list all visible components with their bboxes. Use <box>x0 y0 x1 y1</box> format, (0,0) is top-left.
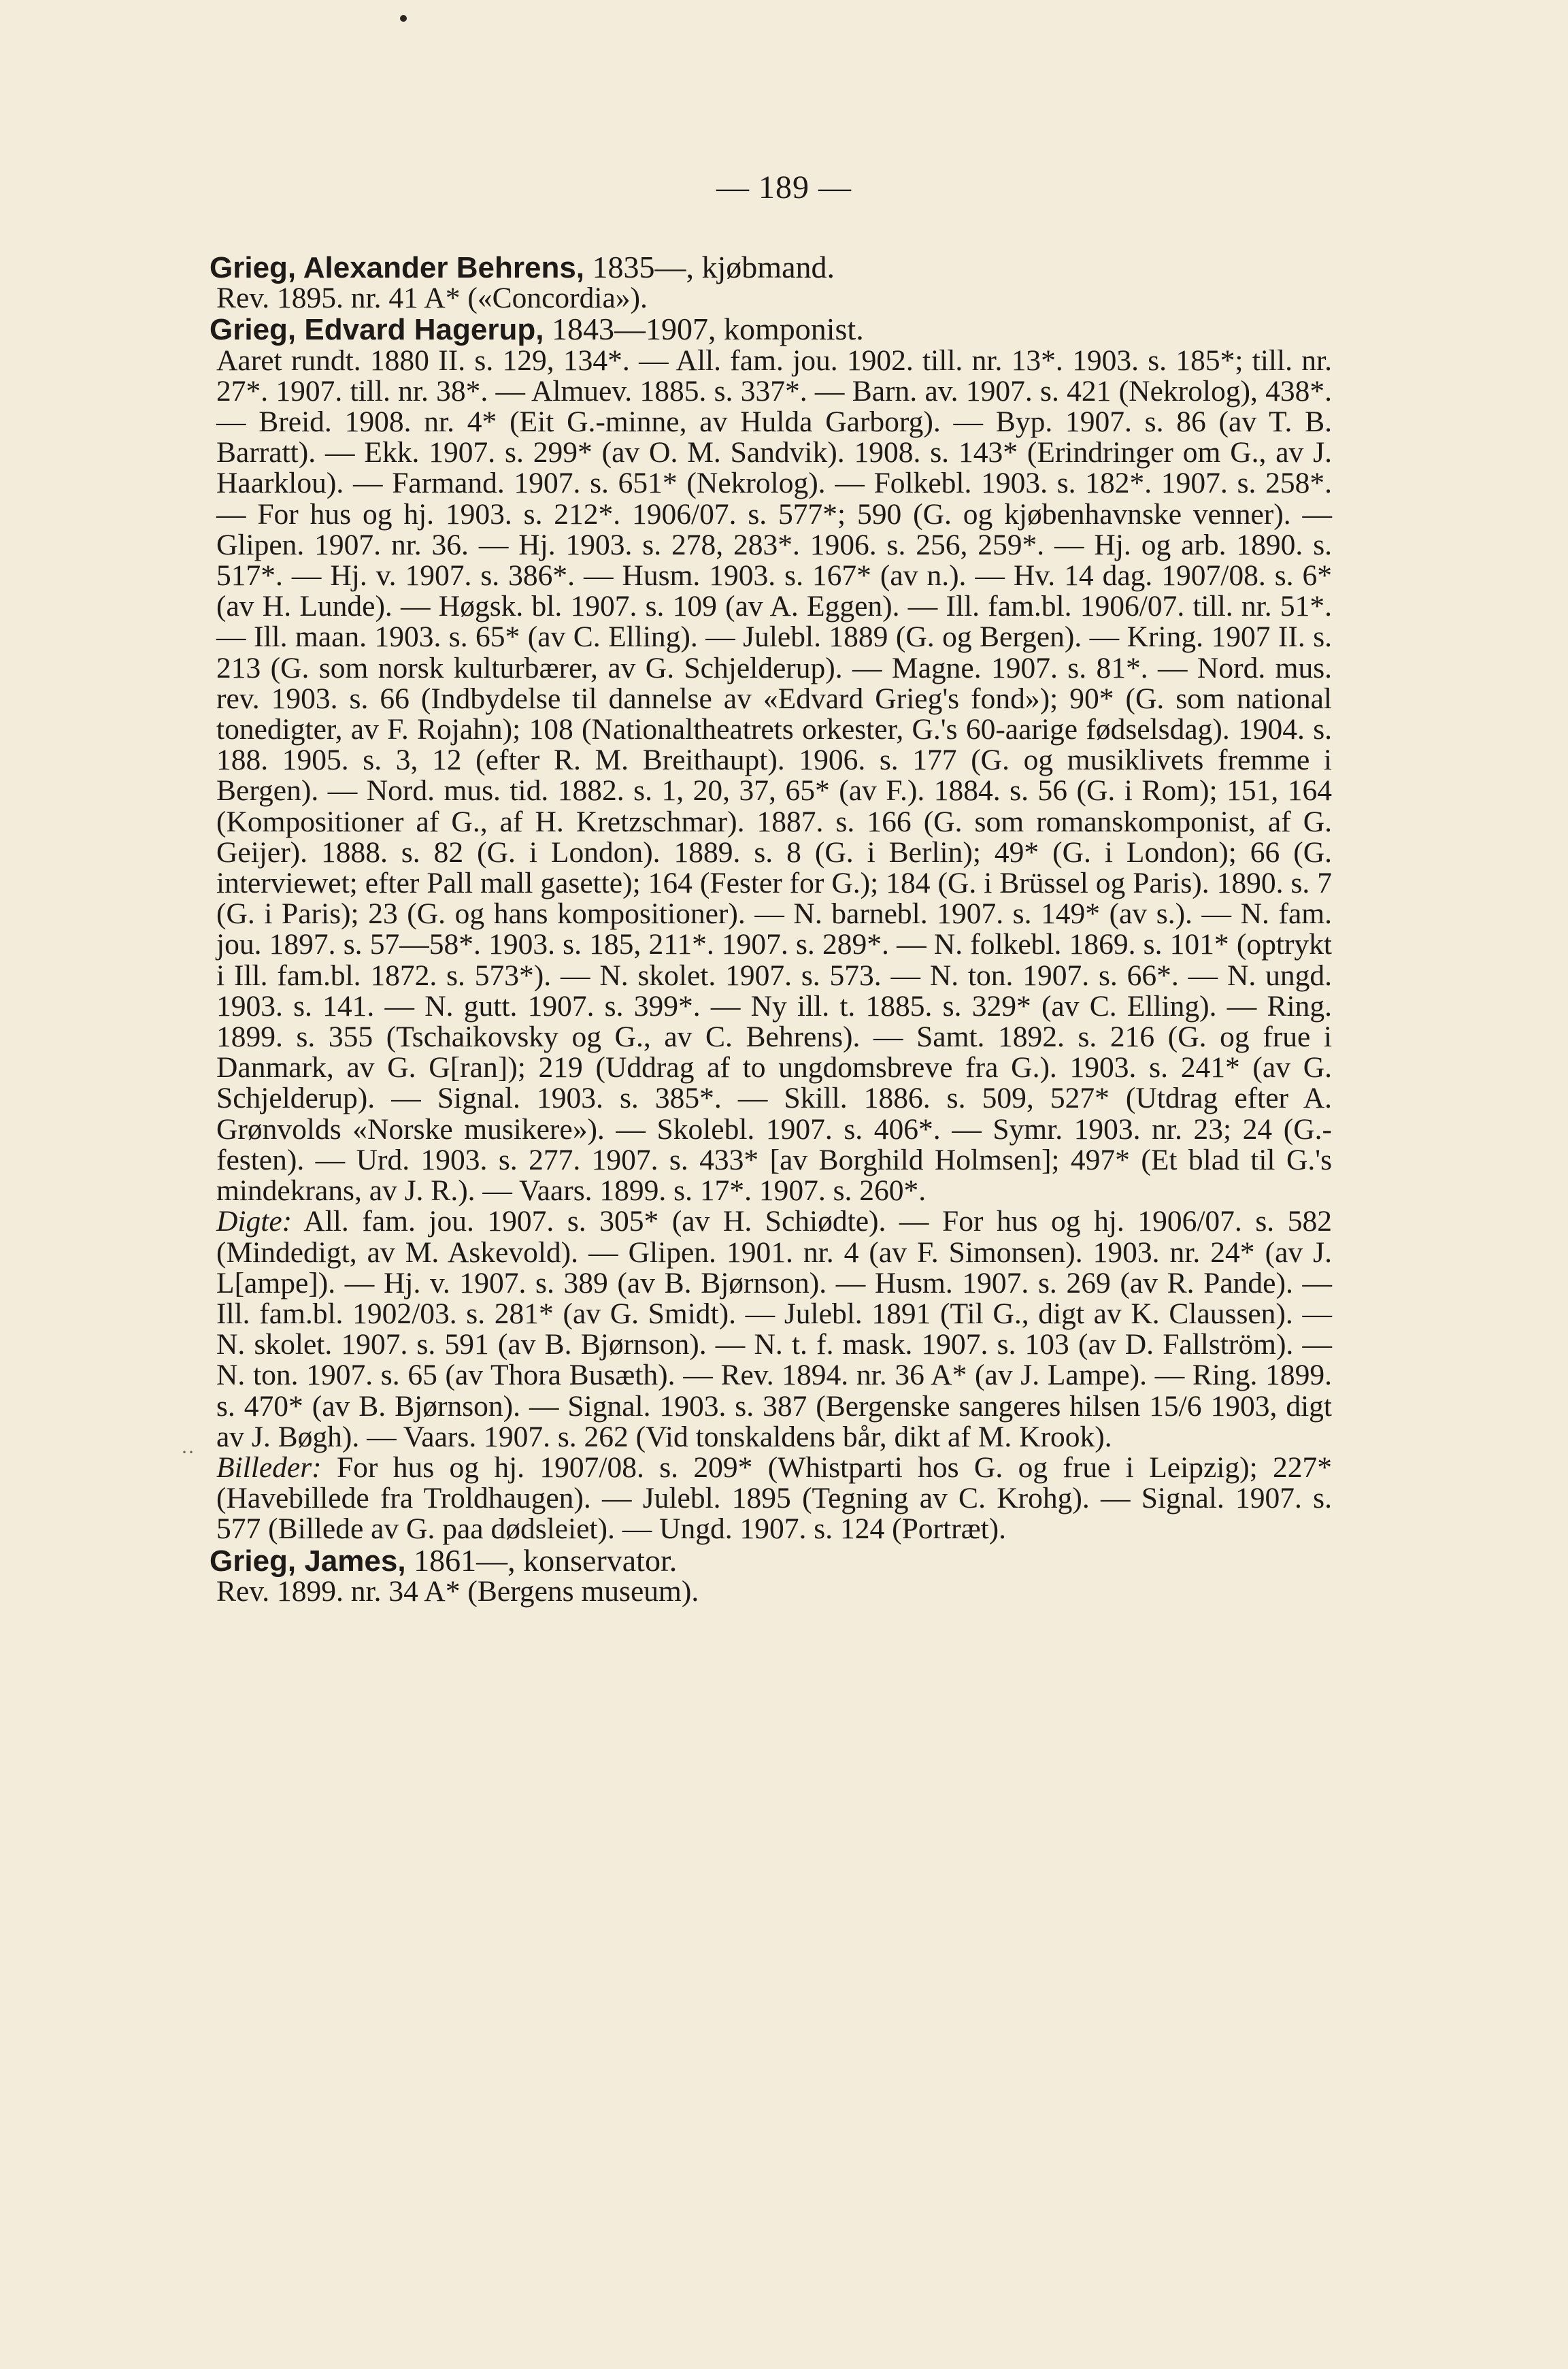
section-label: Digte: <box>216 1205 293 1238</box>
entry-heading <box>210 1542 1332 1578</box>
pictures-section <box>216 1453 1332 1545</box>
entry-references: Rev. 1895. nr. 41 A* («Concordia»). <box>216 282 648 315</box>
entry-name: Grieg, James, <box>210 1544 406 1578</box>
section-text: All. fam. jou. 1907. s. 305* (av H. Schiødte). — For hus og hj. 1906/07. s. 582 (Mindedigt, av M. Askevold). — Glipen. 1901. nr. 4 (av F. Simonsen). 1903. nr. 24* (av J. L[ampe]). — Hj. v. 1907. s. 389 (av B. Bjørnson). — Husm. 1907. s. 269 (av R. Pande). — Ill. fam.bl. 1902/03. s. 281* (av G. Smidt). — Julebl. 1891 (Til G., digt av K. Claussen). — N. skolet. 1907. s. 591 (av B. Bjørnson). — N. t. f. mask. 1907. s. 103 (av D. Fallström). — N. ton. 1907. s. 65 (av Thora Busæth). — Rev. 1894. nr. 36 A* (av J. Lampe). — Ring. 1899. s. 470* (av B. Bjørnson). — Signal. 1903. s. 387 (Bergenske sangeres hilsen 15/6 1903, digt av J. Bøgh). — Vaars. 1907. s. 262 (Vid tonskaldens bår, dikt af M. Krook). <box>216 1205 1332 1453</box>
print-speck <box>400 15 407 22</box>
section-text: For hus og hj. 1907/08. s. 209* (Whistparti hos G. og frue i Leipzig); 227* (Havebillede fra Troldhaugen). — Julebl. 1895 (Tegning av C. Krohg). — Signal. 1907. s. 577 (Billede av G. paa dødsleiet). — Ungd. 1907. s. 124 (Portræt). <box>216 1451 1332 1546</box>
poems-section <box>216 1206 1332 1453</box>
entry-alexander-grieg <box>210 250 1332 315</box>
entry-james-grieg <box>210 1542 1332 1608</box>
entry-references: Aaret rundt. 1880 II. s. 129, 134*. — All. fam. jou. 1902. till. nr. 13*. 1903. s. 185*; till. nr. 27*. 1907. till. nr. 38*. — Almuev. 1885. s. 337*. — Barn. av. 1907. s. 421 (Nekrolog), 438*. — Breid. 1908. nr. 4* (Eit G.-minne, av Hulda Garborg). — Byp. 1907. s. 86 (av T. B. Barratt). — Ekk. 1907. s. 299* (av O. M. Sandvik). 1908. s. 143* (Erindringer om G., av J. Haarklou). — Farmand. 1907. s. 651* (Nekrolog). — Folkebl. 1903. s. 182*. 1907. s. 258*. — For hus og hj. 1903. s. 212*. 1906/07. s. 577*; 590 (G. og kjøbenhavnske venner). — Glipen. 1907. nr. 36. — Hj. 1903. s. 278, 283*. 1906. s. 256, 259*. — Hj. og arb. 1890. s. 517*. — Hj. v. 1907. s. 386*. — Husm. 1903. s. 167* (av n.). — Hv. 14 dag. 1907/08. s. 6* (av H. Lunde). — Høgsk. bl. 1907. s. 109 (av A. Eggen). — Ill. fam.bl. 1906/07. till. nr. 51*. — Ill. maan. 1903. s. 65* (av C. Elling). — Julebl. 1889 (G. og Bergen). — Kring. 1907 II. s. 213 (G. som norsk kulturbærer, av G. Schjelderup). — Magne. 1907. s. 81*. — Nord. mus. rev. 1903. s. 66 (Indbydelse til dannelse av «Edvard Grieg's fond»); 90* (G. som national tonedigter, av F. Rojahn); 108 (Nationaltheatrets orkester, G.'s 60-aarige fødselsdag). 1904. s. 188. 1905. s. 3, 12 (efter R. M. Breithaupt). 1906. s. 177 (G. og musiklivets fremme i Bergen). — Nord. mus. tid. 1882. s. 1, 20, 37, 65* (av F.). 1884. s. 56 (G. i Rom); 151, 164 (Kompositioner af G., af H. Kretzschmar). 1887. s. 166 (G. som romanskomponist, af G. Geijer). 1888. s. 82 (G. i London). 1889. s. 8 (G. i Berlin); 49* (G. i London); 66 (G. interviewet; efter Pall mall gasette); 164 (Fester for G.); 184 (G. i Brüssel og Paris). 1890. s. 7 (G. i Paris); 23 (G. og hans kompositioner). — N. barnebl. 1907. s. 149* (av s.). — N. fam. jou. 1897. s. 57—58*. 1903. s. 185, 211*. 1907. s. 289*. — N. folkebl. 1869. s. 101* (optrykt i Ill. fam.bl. 1872. s. 573*). — N. skolet. 1907. s. 573. — N. ton. 1907. s. 66*. — N. ungd. 1903. s. 141. — N. gutt. 1907. s. 399*. — Ny ill. t. 1885. s. 329* (av C. Elling). — Ring. 1899. s. 355 (Tschaikovsky og G., av C. Behrens). — Samt. 1892. s. 216 (G. og frue i Danmark, av G. G[ran]); 219 (Uddrag af to ungdomsbreve fra G.). 1903. s. 241* (av G. Schjelderup). — Signal. 1903. s. 385*. — Skill. 1886. s. 509, 527* (Utdrag efter A. Grønvolds «Norske musikere»). — Skolebl. 1907. s. 406*. — Symr. 1903. nr. 23; 24 (G.-festen). — Urd. 1903. s. 277. 1907. s. 433* [av Borghild Holmsen]; 497* (Et blad til G.'s mindekrans, av J. R.). — Vaars. 1899. s. 17*. 1907. s. 260*. <box>216 344 1332 1208</box>
page-number: — 189 — <box>716 169 852 205</box>
entry-references: Rev. 1899. nr. 34 A* (Bergens museum). <box>216 1574 699 1608</box>
entry-heading <box>210 314 1332 345</box>
entry-heading <box>210 252 1332 283</box>
entry-name: Grieg, Edvard Hagerup, <box>210 313 544 347</box>
entry-dates: 1843—1907, komponist. <box>544 312 864 347</box>
entry-name: Grieg, Alexander Behrens, <box>210 251 585 284</box>
entries-column <box>210 250 1332 1608</box>
entry-dates: 1835—, kjøbmand. <box>584 250 835 284</box>
margin-mark: ·· <box>181 1441 195 1463</box>
section-label: Billeder: <box>216 1451 322 1484</box>
entry-edvard-grieg <box>210 312 1332 1546</box>
entry-dates: 1861—, konservator. <box>405 1542 678 1578</box>
